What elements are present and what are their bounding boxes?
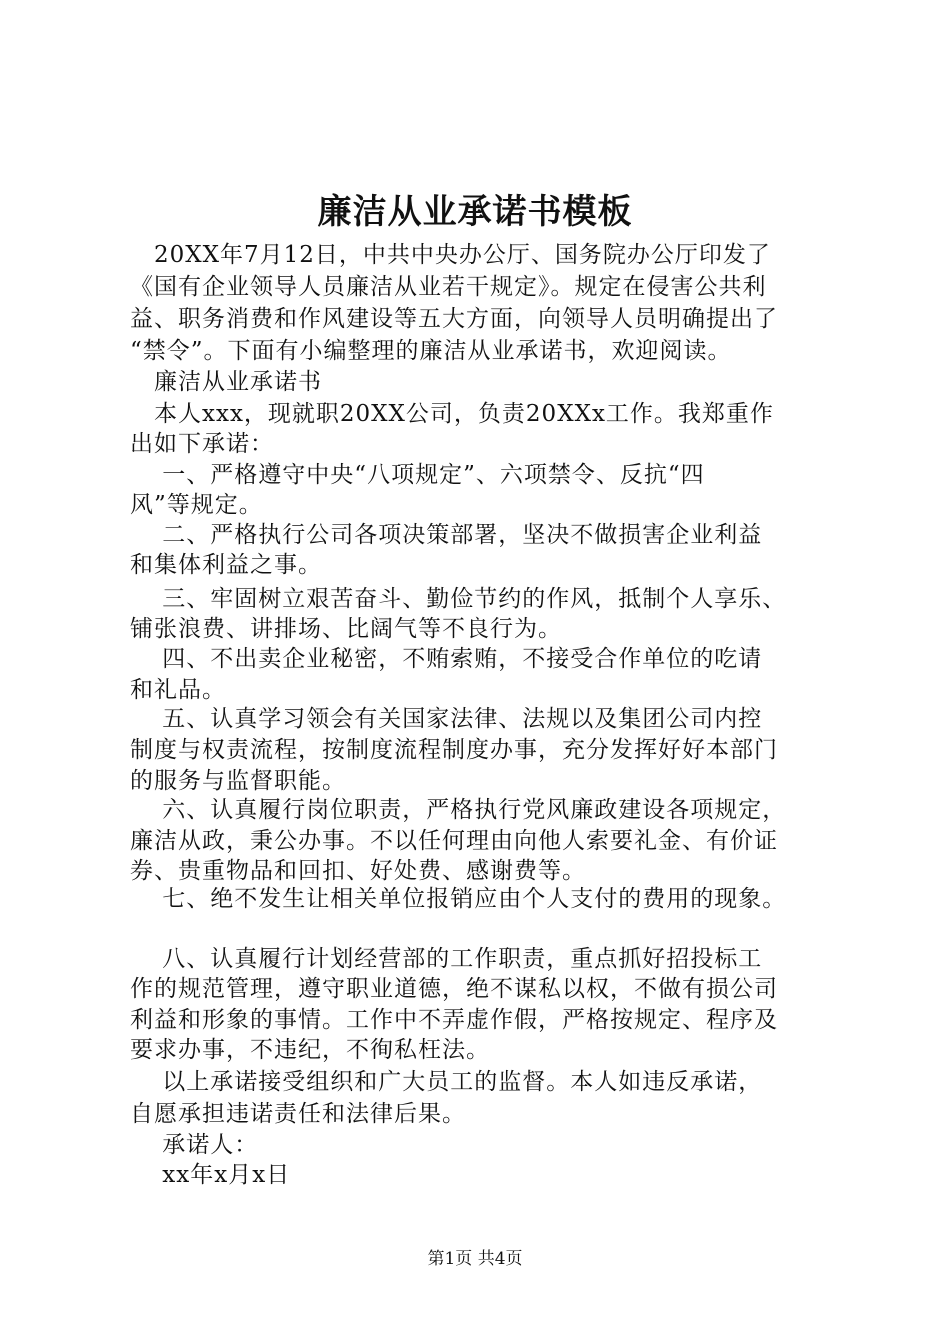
body-line: 廉洁从业承诺书 (130, 369, 322, 395)
body-line: 承诺人： (130, 1132, 259, 1158)
body-line: 廉洁从政，秉公办事。不以任何理由向他人索要礼金、有价证 (130, 828, 778, 854)
body-line: 八、认真履行计划经营部的工作职责，重点抓好招投标工 (130, 946, 763, 972)
body-line: 和集体利益之事。 (130, 552, 322, 578)
body-line: 以上承诺接受组织和广大员工的监督。本人如违反承诺， (130, 1069, 763, 1095)
body-line: 《国有企业领导人员廉洁从业若干规定》。规定在侵害公共利 (130, 274, 767, 300)
body-line: 20XX年7月12日，中共中央办公厅、国务院办公厅印发了 (130, 242, 771, 268)
body-line: “禁令”。下面有小编整理的廉洁从业承诺书，欢迎阅读。 (130, 338, 732, 364)
body-line: 益、职务消费和作风建设等五大方面，向领导人员明确提出了 (130, 306, 778, 332)
body-line: 和礼品。 (130, 677, 226, 703)
body-line: 作的规范管理，遵守职业道德，绝不谋私以权，不做有损公司 (130, 976, 778, 1002)
body-line: 六、认真履行岗位职责，严格执行党风廉政建设各项规定， (130, 797, 787, 823)
body-line: 四、不出卖企业秘密，不贿索贿，不接受合作单位的吃请 (130, 646, 763, 672)
body-line: 要求办事，不违纪，不徇私枉法。 (130, 1037, 490, 1063)
body-line: 风”等规定。 (130, 492, 263, 518)
body-line: 五、认真学习领会有关国家法律、法规以及集团公司内控 (130, 706, 763, 732)
body-line: 七、绝不发生让相关单位报销应由个人支付的费用的现象。 (130, 886, 787, 912)
body-line: 铺张浪费、讲排场、比阔气等不良行为。 (130, 616, 562, 642)
body-line: 券、贵重物品和回扣、好处费、感谢费等。 (130, 858, 586, 884)
body-line: 一、严格遵守中央“八项规定”、六项禁令、反抗“四 (130, 462, 705, 488)
body-line: 制度与权责流程，按制度流程制度办事，充分发挥好好本部门 (130, 737, 778, 763)
document-title: 廉洁从业承诺书模板 (317, 192, 633, 232)
body-line: 三、牢固树立艰苦奋斗、勤俭节约的作风，抵制个人享乐、 (130, 586, 787, 612)
page-footer: 第1页 共4页 (427, 1249, 523, 1269)
body-line: 的服务与监督职能。 (130, 768, 346, 794)
body-line: xx年x月x日 (130, 1162, 291, 1188)
body-line: 利益和形象的事情。工作中不弄虚作假，严格按规定、程序及 (130, 1007, 778, 1033)
body-line: 二、严格执行公司各项决策部署，坚决不做损害企业利益 (130, 522, 763, 548)
body-line: 本人xxx，现就职20XX公司，负责20XXx工作。我郑重作 (130, 401, 774, 427)
body-line: 出如下承诺： (130, 431, 274, 457)
body-line: 自愿承担违诺责任和法律后果。 (130, 1101, 466, 1127)
